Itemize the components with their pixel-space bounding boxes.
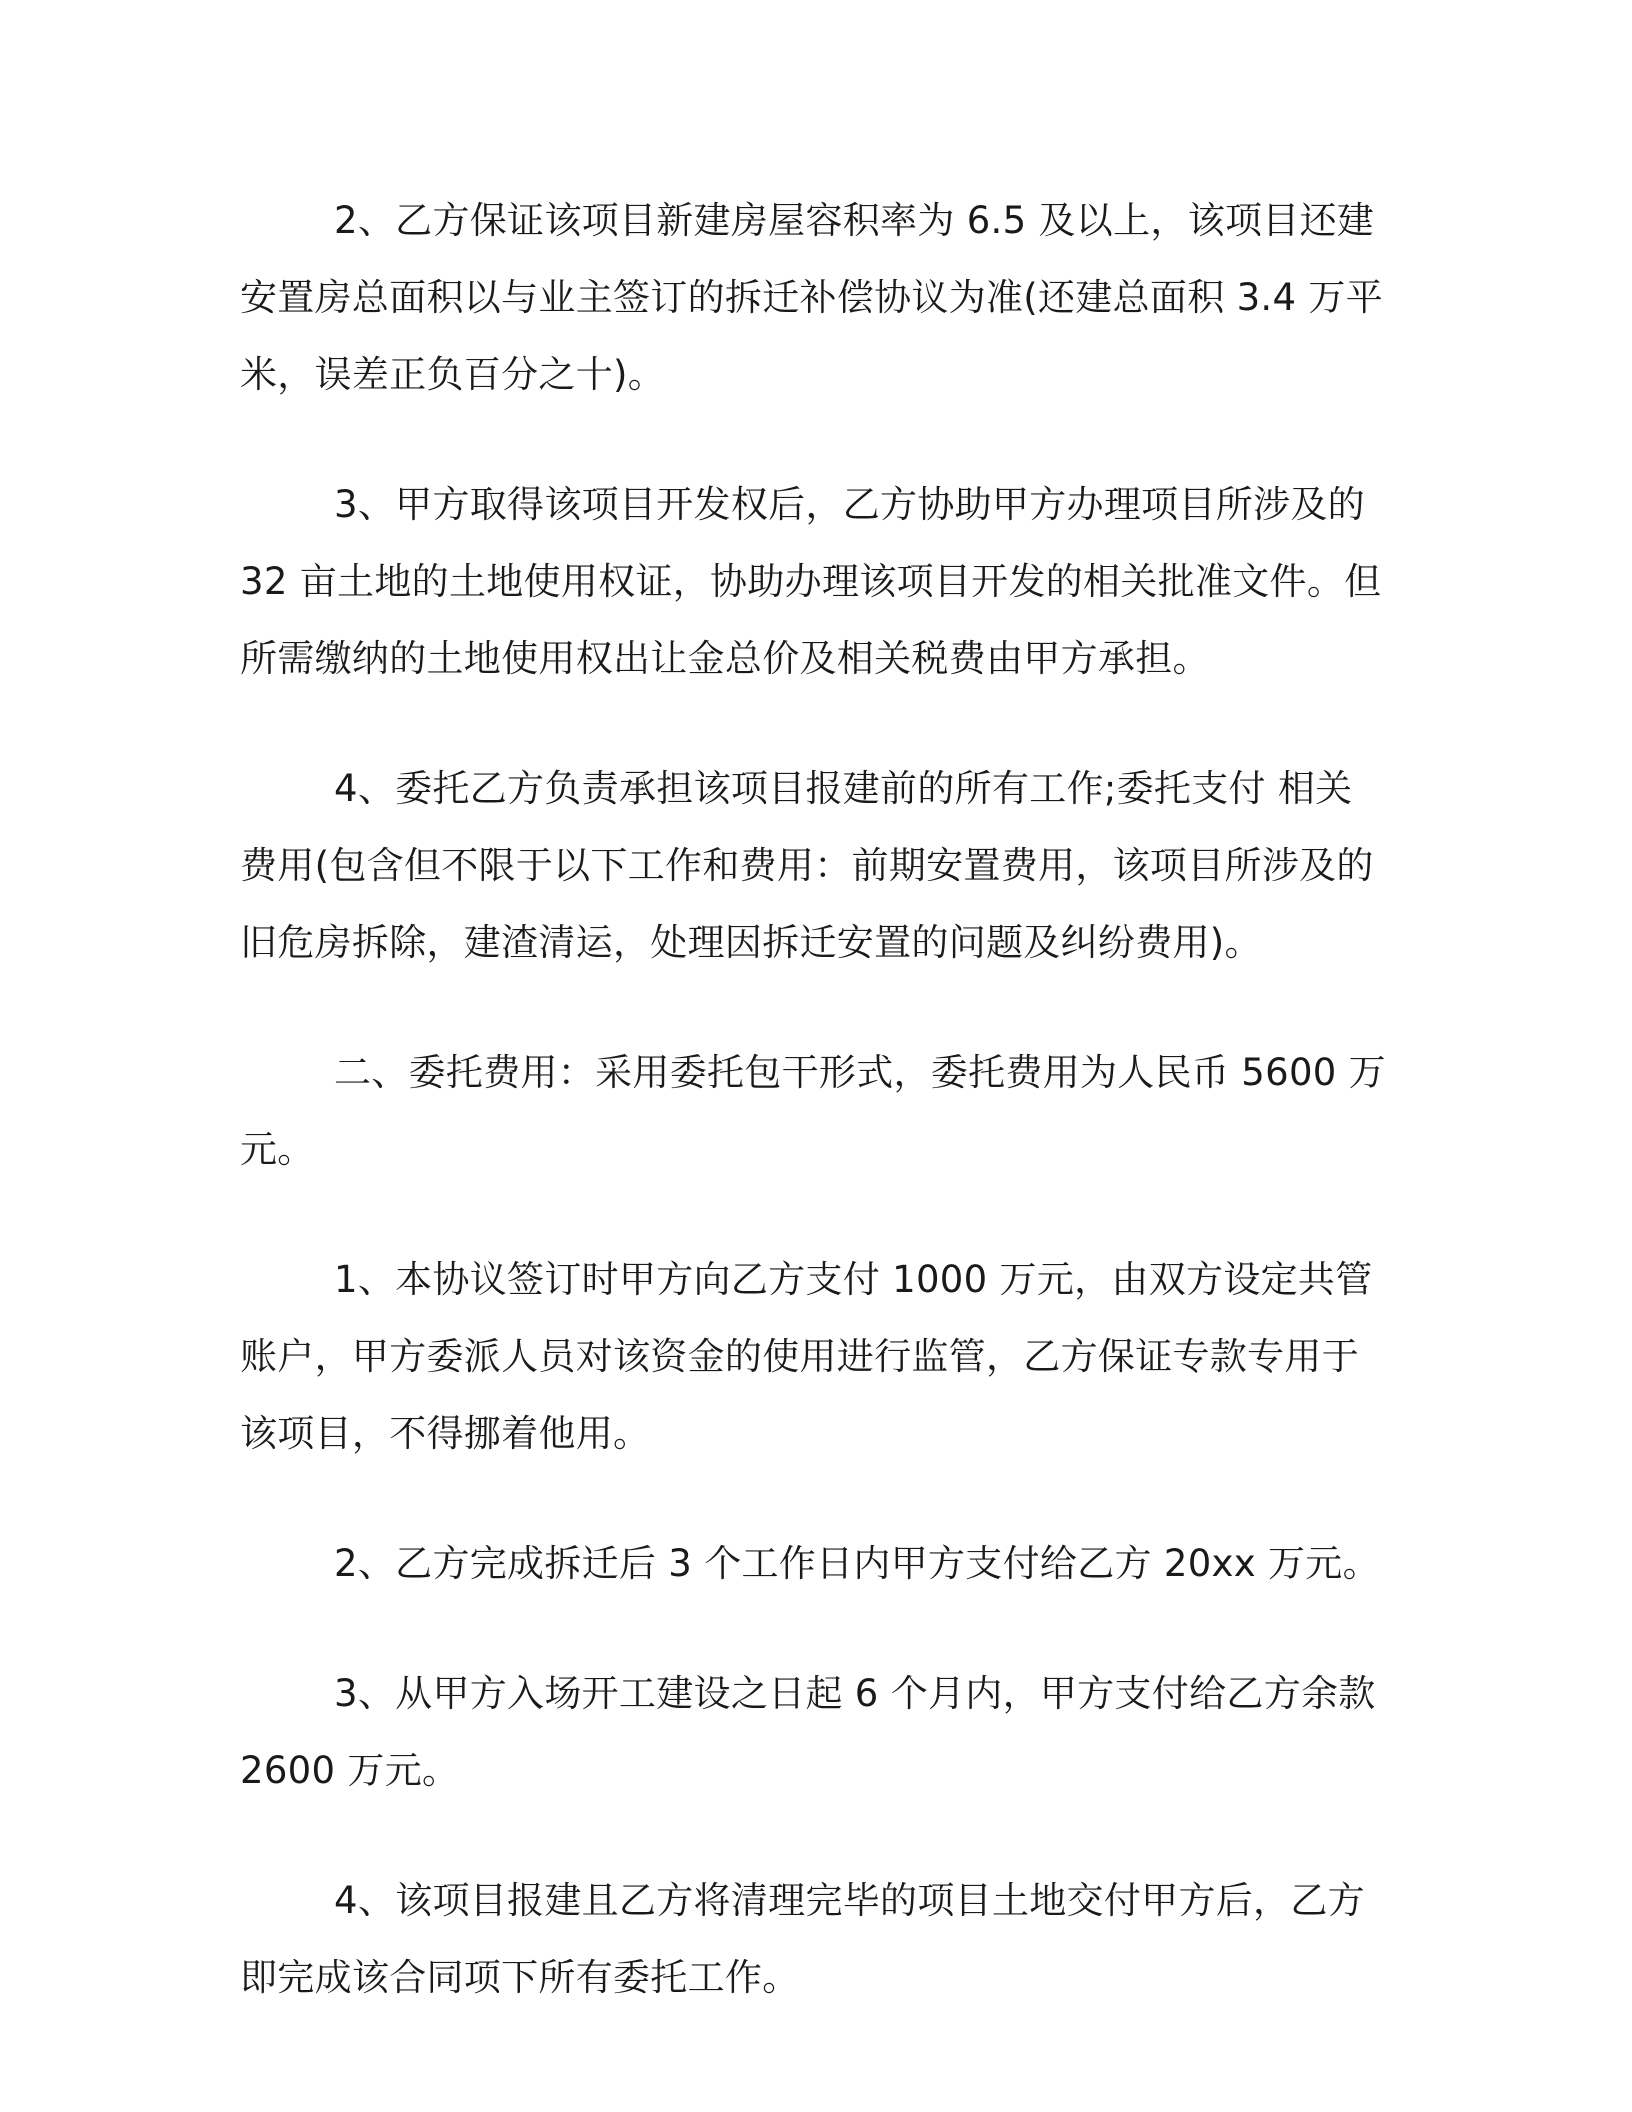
paragraph-clause-4-preconstruction-work: 4、委托乙方负责承担该项目报建前的所有工作;委托支付 相关费用(包含但不限于以下工作和费用：前期安置费用，该项目所涉及的旧危房拆除，建渣清运，处理因拆迁安置的问题及纠纷费用)。 <box>240 767 1374 964</box>
paragraph-section-2-commission-fee: 二、委托费用：采用委托包干形式，委托费用为人民币 5600 万元。 <box>240 1051 1386 1171</box>
paragraph-clause-3-land-rights: 3、甲方取得该项目开发权后，乙方协助甲方办理项目所涉及的 32 亩土地的土地使用权证，协助办理该项目开发的相关批准文件。但所需缴纳的土地使用权出让金总价及相关税费由甲方承担。 <box>240 483 1382 680</box>
paragraph-payment-2: 2、乙方完成拆迁后 3 个工作日内甲方支付给乙方 20xx 万元。 <box>334 1542 1380 1585</box>
paragraph-clause-2-floor-area: 2、乙方保证该项目新建房屋容积率为 6.5 及以上，该项目还建安置房总面积以与业主签订的拆迁补偿协议为准(还建总面积 3.4 万平米，误差正负百分之十)。 <box>240 199 1383 396</box>
paragraph-payment-1: 1、本协议签订时甲方向乙方支付 1000 万元，由双方设定共管账户，甲方委派人员对该资金的使用进行监管，乙方保证专款专用于该项目，不得挪着他用。 <box>240 1258 1373 1455</box>
paragraph-payment-4-completion: 4、该项目报建且乙方将清理完毕的项目土地交付甲方后，乙方即完成该合同项下所有委托工作。 <box>240 1879 1365 1999</box>
paragraph-payment-3: 3、从甲方入场开工建设之日起 6 个月内，甲方支付给乙方余款 2600 万元。 <box>240 1672 1376 1792</box>
document-body <box>240 182 1388 2069</box>
